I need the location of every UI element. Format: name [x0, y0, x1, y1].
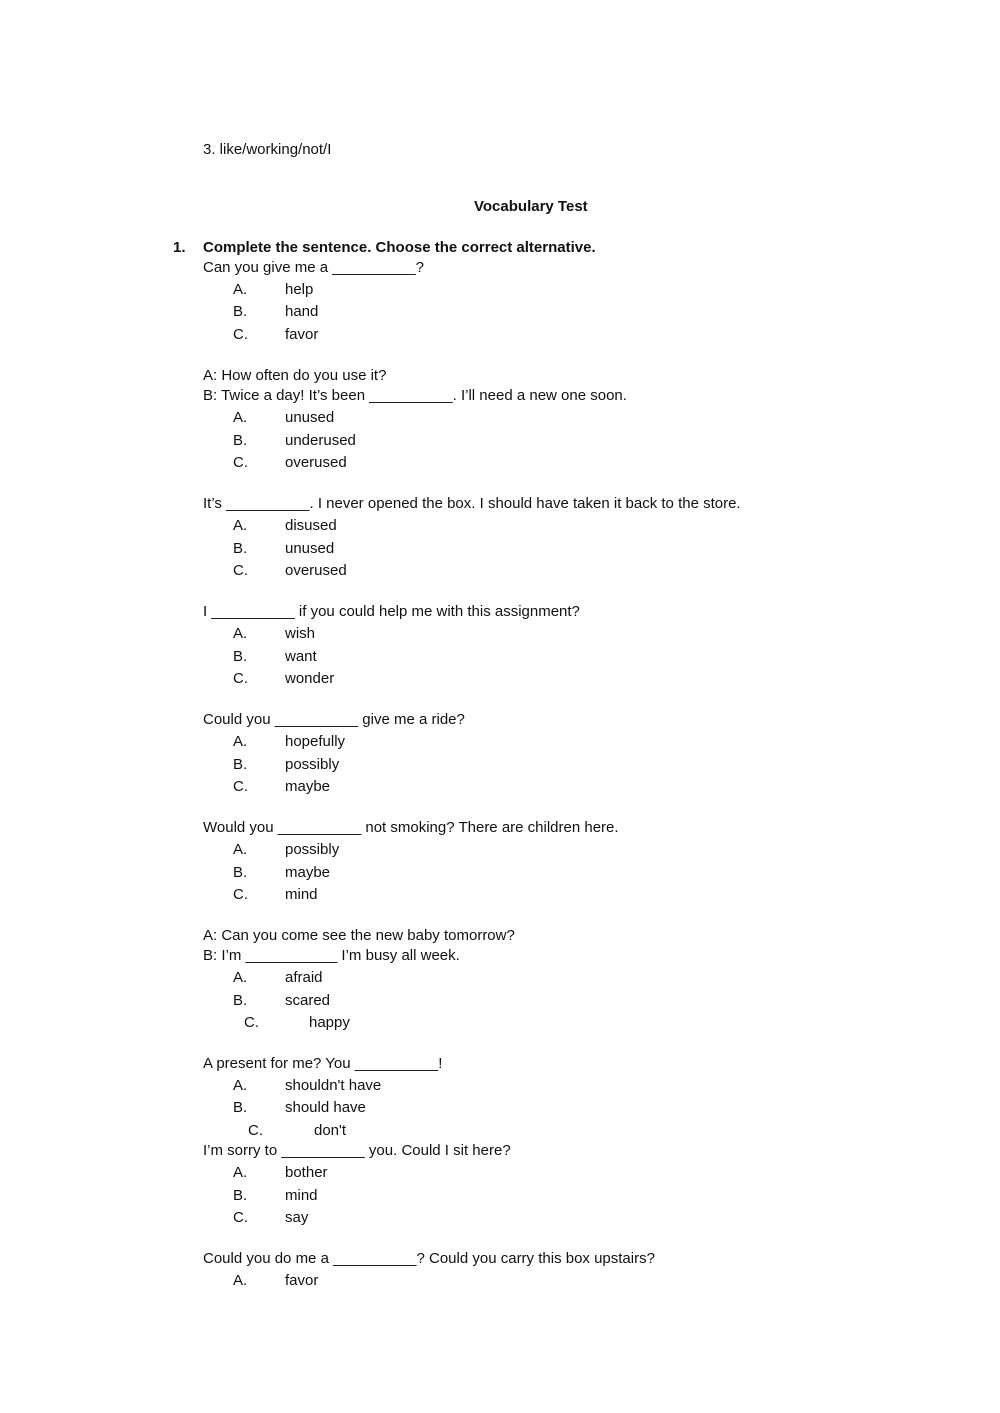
option-text[interactable]: maybe [285, 778, 331, 795]
question-7-text: B: I’m ___________ I’m busy all week. [203, 947, 460, 964]
question-10-text: Could you do me a __________? Could you carry this box upstairs? [203, 1250, 655, 1267]
option-letter: C. [233, 1209, 248, 1226]
option-letter: A. [233, 969, 248, 986]
option-text[interactable]: favor [285, 326, 319, 343]
page-title: Vocabulary Test [474, 198, 588, 215]
question-9-text: I’m sorry to __________ you. Could I sit here? [203, 1142, 511, 1159]
question-2-text: B: Twice a day! It’s been __________. I’ll need a new one soon. [203, 387, 627, 404]
option-letter: A. [233, 1164, 248, 1181]
option-letter: C. [233, 886, 248, 903]
option-letter: C. [248, 1122, 263, 1139]
option-letter: C. [233, 778, 248, 795]
option-letter: B. [233, 303, 248, 320]
option-text[interactable]: mind [285, 886, 318, 903]
option-text[interactable]: don't [314, 1122, 347, 1139]
option-letter: A. [233, 409, 248, 426]
option-text[interactable]: underused [285, 432, 356, 449]
option-text[interactable]: mind [285, 1187, 318, 1204]
option-letter: C. [233, 326, 248, 343]
option-text[interactable]: scared [285, 992, 331, 1009]
option-text[interactable]: help [285, 281, 314, 298]
option-letter: C. [244, 1014, 259, 1031]
option-text[interactable]: possibly [285, 756, 340, 773]
option-letter: A. [233, 1077, 248, 1094]
question-3-text: It’s __________. I never opened the box. I should have taken it back to the store. [203, 495, 741, 512]
previous-item-text: 3. like/working/not/I [203, 141, 332, 158]
option-letter: B. [233, 1099, 248, 1116]
option-text[interactable]: happy [309, 1014, 350, 1031]
section-number: 1. [173, 239, 186, 256]
question-8-text: A present for me? You __________! [203, 1055, 443, 1072]
option-text[interactable]: want [285, 648, 317, 665]
option-text[interactable]: unused [285, 409, 335, 426]
option-letter: A. [233, 733, 248, 750]
option-text[interactable]: hopefully [285, 733, 346, 750]
option-letter: B. [233, 756, 248, 773]
option-letter: C. [233, 562, 248, 579]
option-text[interactable]: hand [285, 303, 319, 320]
option-letter: B. [233, 992, 248, 1009]
option-letter: B. [233, 1187, 248, 1204]
option-text[interactable]: wonder [285, 670, 335, 687]
question-1-text: Can you give me a __________? [203, 259, 425, 276]
option-letter: A. [233, 281, 248, 298]
option-text[interactable]: overused [285, 454, 347, 471]
option-letter: A. [233, 517, 248, 534]
option-letter: A. [233, 841, 248, 858]
option-text[interactable]: disused [285, 517, 337, 534]
question-5-text: Could you __________ give me a ride? [203, 711, 465, 728]
option-text[interactable]: bother [285, 1164, 328, 1181]
question-6-text: Would you __________ not smoking? There are children here. [203, 819, 619, 836]
option-text[interactable]: say [285, 1209, 309, 1226]
option-letter: A. [233, 1272, 248, 1289]
option-text[interactable]: afraid [285, 969, 323, 986]
option-text[interactable]: should have [285, 1099, 366, 1116]
option-text[interactable]: maybe [285, 864, 331, 881]
question-4-text: I __________ if you could help me with this assignment? [203, 603, 580, 620]
option-letter: C. [233, 454, 248, 471]
question-2-text: A: How often do you use it? [203, 367, 387, 384]
question-7-text: A: Can you come see the new baby tomorrow? [203, 927, 515, 944]
option-text[interactable]: wish [285, 625, 316, 642]
option-letter: B. [233, 648, 248, 665]
option-text[interactable]: possibly [285, 841, 340, 858]
option-letter: B. [233, 540, 248, 557]
option-letter: B. [233, 864, 248, 881]
section-instruction: Complete the sentence. Choose the correct alternative. [203, 239, 596, 256]
option-text[interactable]: overused [285, 562, 347, 579]
option-text[interactable]: favor [285, 1272, 319, 1289]
option-letter: B. [233, 432, 248, 449]
option-letter: A. [233, 625, 248, 642]
option-text[interactable]: unused [285, 540, 335, 557]
option-text[interactable]: shouldn't have [285, 1077, 382, 1094]
option-letter: C. [233, 670, 248, 687]
